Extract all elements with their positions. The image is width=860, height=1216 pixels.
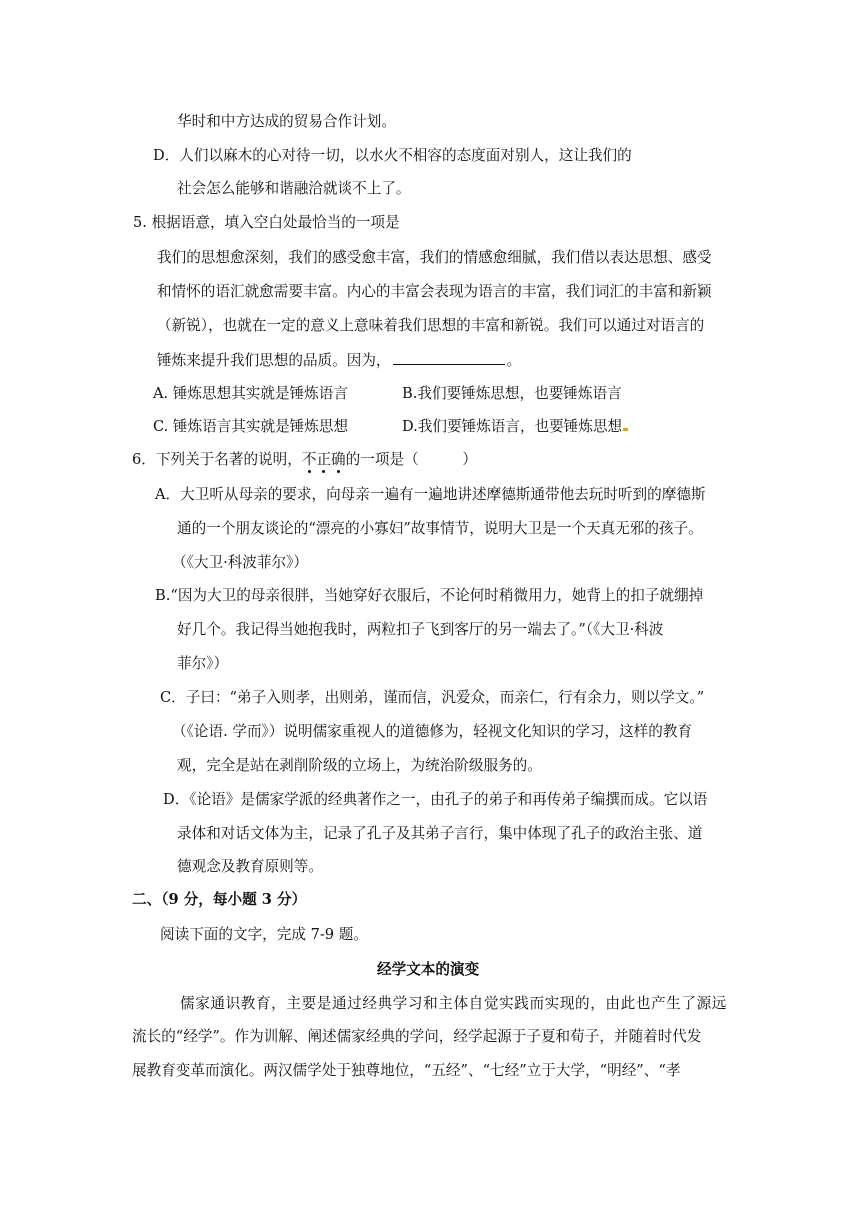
q4-option-c-continuation: 华时和中方达成的贸易合作计划。: [177, 113, 396, 130]
q6-option-a-line3: （《大卫·科波菲尔》）: [172, 554, 308, 571]
q6-option-c-line3: 观，完全是站在剥削阶级的立场上，为统治阶级服务的。: [177, 757, 542, 774]
q6-option-d-line2: 录体和对话文体为主，记录了孔子及其弟子言行，集中体现了孔子的政治主张、道: [177, 825, 703, 842]
q5-passage-line2: 和情怀的语汇就愈需要丰富。内心的丰富会表现为语言的丰富，我们词汇的丰富和新颖: [157, 283, 712, 300]
q6-option-d-line3: 德观念及教育原则等。: [177, 858, 323, 875]
q4-option-d-line1: D．人们以麻木的心对待一切，以水火不相容的态度面对别人，这让我们的: [153, 147, 632, 164]
passage-paragraph-line3: 展教育变革而演化。两汉儒学处于独尊地位，“五经”、“七经”立于大学，“明经”、“孝: [132, 1062, 681, 1079]
passage-paragraph-line1: 儒家通识教育，主要是通过经典学习和主体自觉实践而实现的，由此也产生了源远: [180, 995, 727, 1012]
q4-option-d-line2: 社会怎么能够和谐融洽就谈不上了。: [177, 180, 411, 197]
q6-stem-post: 的一项是（ ）: [345, 451, 478, 468]
q5-option-b: B.我们要锤炼思想，也要锤炼语言: [402, 385, 622, 402]
q6-emphasis-char-1: 不: [301, 451, 317, 468]
q6-stem-pre: 6．下列关于名著的说明，: [132, 451, 302, 468]
section-2-instruction: 阅读下面的文字，完成 7-9 题。: [160, 926, 368, 943]
q5-option-a: A. 锤炼思想其实就是锤炼语言: [153, 385, 348, 402]
q6-emphasis-char-2: 正: [316, 451, 332, 468]
q5-passage-line4-text: 锤炼来提升我们思想的品质。因为，: [157, 352, 391, 369]
q6-option-b-line2: 好几个。我记得当她抱我时，两粒扣子飞到客厅的另一端去了。”（《大卫·科波: [177, 621, 664, 638]
highlight-mark: [623, 428, 628, 431]
q6-option-a-line1: A．大卫听从母亲的要求，向母亲一遍有一遍地讲述摩德斯通带他去玩时听到的摩德斯: [155, 486, 706, 503]
q5-option-c: C. 锤炼语言其实就是锤炼思想: [153, 418, 349, 435]
q6-option-b-line1: B.“因为大卫的母亲很胖，当她穿好衣服后，不论何时稍微用力，她背上的扣子就绷掉: [155, 587, 704, 604]
q5-stem: 5. 根据语意，填入空白处最恰当的一项是: [133, 214, 400, 231]
q6-option-c-line1: C．子曰：“弟子入则孝，出则弟，谨而信，汎爱众，而亲仁，行有余力，则以学文。”: [160, 689, 705, 706]
q5-passage-line4-end: 。: [506, 352, 522, 369]
q6-option-d-line1: D．《论语》是儒家学派的经典著作之一，由孔子的弟子和再传弟子编撰而成。它以语: [163, 791, 708, 808]
q5-option-d-text: D.我们要锤炼语言，也要锤炼思想: [402, 418, 623, 435]
q5-passage-line4: [157, 350, 521, 371]
q5-passage-line3: （新锐），也就在一定的意义上意味着我们思想的丰富和新锐。我们可以通过对语言的: [157, 317, 705, 334]
q6-option-b-line3: 菲尔》）: [177, 655, 229, 672]
q6-option-c-line2: （《论语. 学而》）说明儒家重视人的道德修为，轻视文化知识的学习，这样的教育: [172, 723, 693, 740]
section-2-heading: 二、（9 分，每小题 3 分）: [132, 891, 307, 908]
q6-option-a-line2: 通的一个朋友谈论的“漂亮的小寡妇”故事情节，说明大卫是一个天真无邪的孩子。: [177, 520, 703, 537]
q5-option-d: [402, 417, 628, 437]
passage-title: 经学文本的演变: [377, 961, 480, 978]
q5-answer-blank: [393, 350, 505, 365]
q6-stem: [132, 450, 477, 470]
q6-emphasis-char-3: 确: [331, 451, 346, 468]
passage-paragraph-line2: 流长的“经学”。作为训解、阐述儒家经典的学问，经学起源于子夏和荀子，并随着时代发: [132, 1028, 702, 1045]
q5-passage-line1: 我们的思想愈深刻，我们的感受愈丰富，我们的情感愈细腻，我们借以表达思想、感受: [157, 249, 712, 266]
